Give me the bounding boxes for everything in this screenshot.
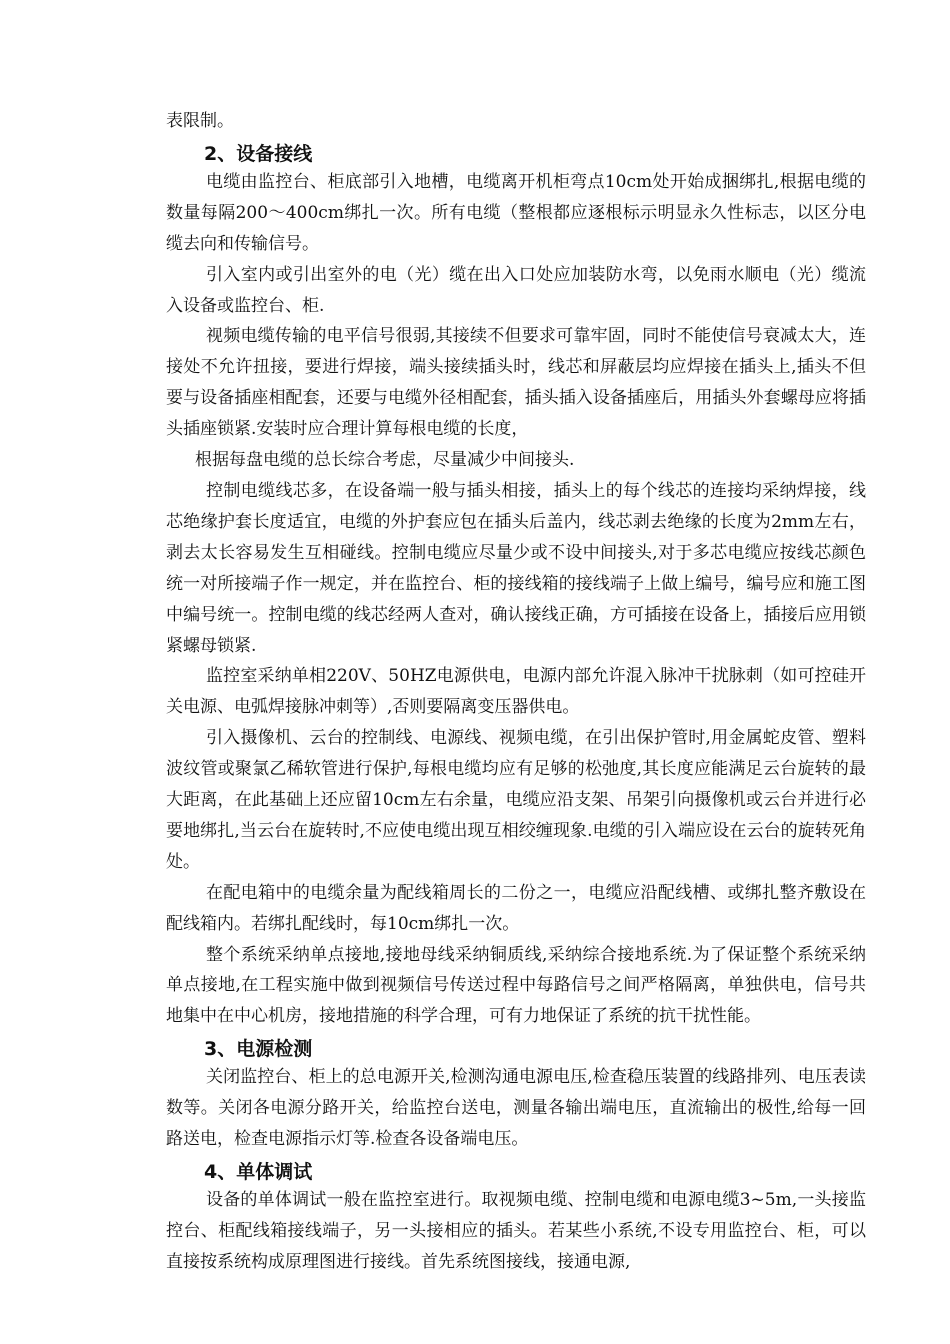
paragraph: 根据每盘电缆的总长综合考虑，尽量减少中间接头.	[195, 450, 575, 471]
paragraph: 关闭监控台、柜上的总电源开关,检测沟通电源电压,检查稳压装置的线路排列、电压表读数等。关闭各电源分路开关，给监控台送电，测量各输出端电压，直流输出的极性,给每一回路送电，检查电源指示灯等.检查各设备端电压。	[166, 1067, 866, 1150]
paragraph: 电缆由监控台、柜底部引入地槽，电缆离开机柜弯点10cm处开始成捆绑扎,根据电缆的数量每隔200～400cm绑扎一次。所有电缆（整根都应逐根标示明显永久性标志，以区分电缆去向和传输信号。	[166, 171, 866, 254]
paragraph: 控制电缆线芯多，在设备端一般与插头相接，插头上的每个线芯的连接均采纳焊接，线芯绝缘护套长度适宜，电缆的外护套应包在插头后盖内，线芯剥去绝缘的长度为2mm左右，剥去太长容易发生互相碰线。控制电缆应尽量少或不设中间接头,对于多芯电缆应按线芯颜色统一对所接端子作一规定，并在监控台、柜的接线箱的接线端子上做上编号，编号应和施工图中编号统一。控制电缆的线芯经两人查对，确认接线正确，方可插接在设备上，插接后应用锁紧螺母锁紧.	[166, 480, 866, 656]
paragraph: 监控室采纳单相220V、50HZ电源供电，电源内部允许混入脉冲干扰脉刺（如可控硅开关电源、电弧焊接脉冲刺等）,否则要隔离变压器供电。	[166, 666, 866, 718]
paragraph: 设备的单体调试一般在监控室进行。取视频电缆、控制电缆和电源电缆3~5m,一头接监控台、柜配线箱接线端子，另一头接相应的插头。若某些小系统,不设专用监控台、柜，可以直接按系统构成原理图进行接线。首先系统图接线，接通电源,	[166, 1190, 866, 1272]
section-heading-power-check: 3、电源检测	[204, 1038, 313, 1061]
continuation-text: 表限制。	[166, 111, 234, 131]
paragraph: 引入摄像机、云台的控制线、电源线、视频电缆，在引出保护管时,用金属蛇皮管、塑料波纹管或聚氯乙稀软管进行保护,每根电缆均应有足够的松弛度,其长度应能满足云台旋转的最大距离，在此基础上还应留10cm左右余量，电缆应沿支架、吊架引向摄像机或云台并进行必要地绑扎,当云台在旋转时,不应使电缆出现互相绞缠现象.电缆的引入端应设在云台的旋转死角处。	[166, 728, 866, 872]
document-body	[166, 106, 866, 1278]
section-heading-wiring: 2、设备接线	[204, 142, 313, 165]
section-heading-unit-test: 4、单体调试	[204, 1161, 313, 1183]
paragraph: 视频电缆传输的电平信号很弱,其接续不但要求可靠牢固，同时不能使信号衰减太大，连接处不允许扭接，要进行焊接，端头接续插头时，线芯和屏蔽层均应焊接在插头上,插头不但要与设备插座相配套，还要与电缆外径相配套，插头插入设备插座后，用插头外套螺母应将插头插座锁紧.安装时应合理计算每根电缆的长度，	[166, 326, 866, 440]
paragraph: 在配电箱中的电缆余量为配线箱周长的二份之一，电缆应沿配线槽、或绑扎整齐敷设在配线箱内。若绑扎配线时，每10cm绑扎一次。	[166, 882, 866, 934]
paragraph: 引入室内或引出室外的电（光）缆在出入口处应加装防水弯，以免雨水顺电（光）缆流入设备或监控台、柜.	[166, 264, 866, 316]
paragraph: 整个系统采纳单点接地,接地母线采纳铜质线,采纳综合接地系统.为了保证整个系统采纳单点接地,在工程实施中做到视频信号传送过程中每路信号之间严格隔离，单独供电，信号共地集中在中心机房，接地措施的科学合理，可有力地保证了系统的抗干扰性能。	[166, 944, 866, 1027]
